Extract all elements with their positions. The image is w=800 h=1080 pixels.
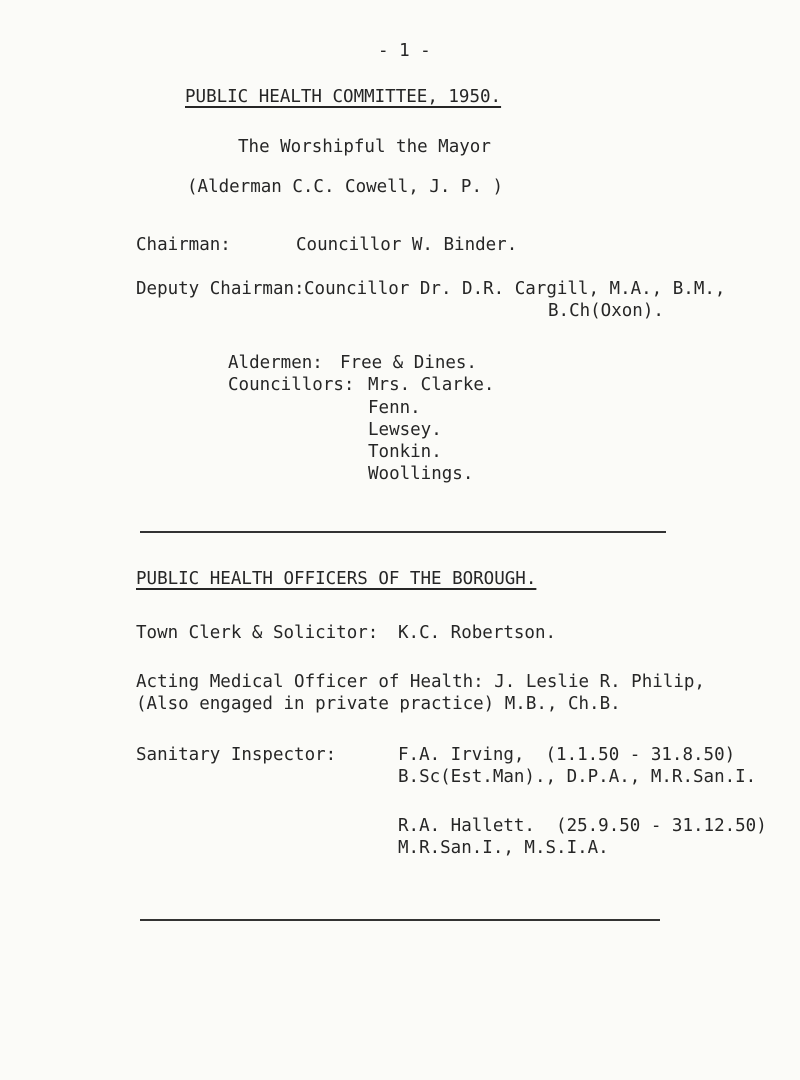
inspector-2-line-2: M.R.San.I., M.S.I.A.: [398, 838, 609, 858]
deputy-chairman-label: Deputy Chairman:: [136, 279, 305, 299]
medical-officer-line-1: Acting Medical Officer of Health: J. Leslie R. Philip,: [136, 672, 705, 692]
inspector-1-line-1: F.A. Irving, (1.1.50 - 31.8.50): [398, 745, 736, 765]
town-clerk-label: Town Clerk & Solicitor:: [136, 623, 379, 643]
officers-heading: PUBLIC HEALTH OFFICERS OF THE BOROUGH.: [136, 569, 537, 589]
town-clerk-value: K.C. Robertson.: [398, 623, 557, 643]
aldermen-value: Free & Dines.: [340, 353, 477, 373]
mayor-line-2: (Alderman C.C. Cowell, J. P. ): [187, 177, 504, 197]
chairman-label: Chairman:: [136, 235, 231, 255]
committee-heading: PUBLIC HEALTH COMMITTEE, 1950.: [185, 87, 502, 107]
inspector-1-line-2: B.Sc(Est.Man)., D.P.A., M.R.San.I.: [398, 767, 757, 787]
deputy-chairman-value: Councillor Dr. D.R. Cargill, M.A., B.M.,: [304, 279, 726, 299]
page-number: - 1 -: [378, 41, 431, 61]
deputy-chairman-value-cont: B.Ch(Oxon).: [548, 301, 664, 321]
councillor-item: Fenn.: [368, 398, 421, 418]
chairman-value: Councillor W. Binder.: [296, 235, 518, 255]
section-divider: [140, 531, 666, 533]
councillor-item: Mrs. Clarke.: [368, 375, 495, 395]
bottom-divider: [140, 919, 660, 921]
aldermen-label: Aldermen:: [228, 353, 323, 373]
mayor-line-1: The Worshipful the Mayor: [238, 137, 491, 157]
inspector-2-line-1: R.A. Hallett. (25.9.50 - 31.12.50): [398, 816, 767, 836]
sanitary-inspector-label: Sanitary Inspector:: [136, 745, 337, 765]
councillor-item: Tonkin.: [368, 442, 442, 462]
councillor-item: Woollings.: [368, 464, 474, 484]
councillor-item: Lewsey.: [368, 420, 442, 440]
councillors-label: Councillors:: [228, 375, 355, 395]
medical-officer-line-2: (Also engaged in private practice) M.B., Ch.B.: [136, 694, 621, 714]
